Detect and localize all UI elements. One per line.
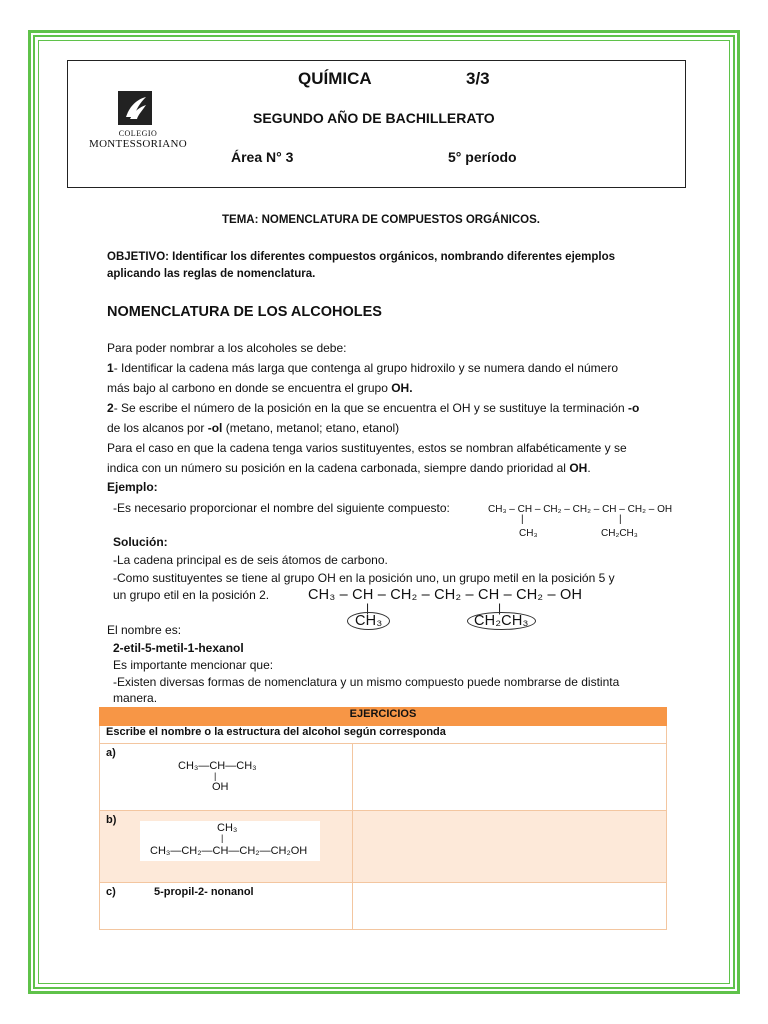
big-formula-bond1: | (366, 601, 370, 615)
page-indicator: 3/3 (466, 69, 490, 88)
exercise-b-cell (100, 811, 353, 883)
rule-2-number: 2 (107, 401, 114, 415)
exercise-c-label: c) (106, 886, 116, 898)
solution-label: Solución: (113, 535, 168, 549)
note-line3: manera. (113, 691, 158, 705)
exercise-b-label: b) (106, 814, 117, 826)
example-prompt: -Es necesario proporcionar el nombre del siguiente compuesto: (113, 501, 450, 515)
example-formula-sub2: CH₂CH₃ (601, 528, 638, 539)
grade-title: SEGUNDO AÑO DE BACHILLERATO (253, 110, 495, 126)
header-box (67, 60, 686, 188)
rule-1-text-b: más bajo al carbono en donde se encuentra el grupo (107, 381, 392, 395)
exercise-c-name: 5-propil-2- nonanol (154, 886, 254, 898)
big-formula-sub2-circled: CH₂CH₃ (467, 612, 536, 630)
exercise-row-a (100, 744, 667, 811)
paragraph-3-bold: OH (569, 461, 588, 475)
big-formula-bond2: | (498, 601, 502, 615)
solution-line3: un grupo etil en la posición 2. (113, 588, 270, 602)
paragraph-3-text: indica con un número su posición en la cadena carbonada, siempre dando prioridad al (107, 461, 570, 475)
rule-2-line2 (107, 418, 399, 438)
exercise-b-answer[interactable] (353, 811, 667, 883)
section-title: NOMENCLATURA DE LOS ALCOHOLES (107, 304, 382, 320)
rule-2-text-c: (metano, metanol; etano, etanol) (222, 421, 400, 435)
compound-name: 2-etil-5-metil-1-hexanol (113, 641, 244, 655)
rules-intro: Para poder nombrar a los alcoholes se debe: (107, 341, 347, 355)
area-label: Área N° 3 (231, 149, 294, 165)
big-formula-sub1-circled: CH₃ (347, 612, 390, 630)
exercise-row-b (100, 811, 667, 883)
example-formula-bond1: | (521, 514, 524, 525)
school-logo (88, 89, 188, 159)
rule-2-bold-o: -o (627, 401, 640, 415)
period-label: 5° período (448, 149, 517, 165)
exercises-title: EJERCICIOS (100, 708, 667, 726)
example-formula-bond2: | (619, 514, 622, 525)
rule-2-bold-ol: -ol (207, 421, 223, 435)
exercise-a-bond: | (214, 771, 217, 781)
exercise-row-c (100, 883, 667, 930)
rule-1-bold: OH. (391, 381, 413, 395)
exercises-table (99, 707, 667, 930)
big-formula: CH₃ – CH – CH₂ – CH₂ – CH – CH₂ – OH (308, 587, 583, 603)
exercise-b-bond: | (221, 833, 224, 843)
objetivo-line2: aplicando las reglas de nomenclatura. (107, 268, 316, 280)
exercise-a-sub: OH (212, 781, 229, 793)
exercise-c-answer[interactable] (353, 883, 667, 930)
rule-1-line2 (107, 378, 413, 398)
tema-line: TEMA: NOMENCLATURA DE COMPUESTOS ORGÁNICOS. (222, 214, 540, 226)
rule-2-text-b: de los alcanos por (107, 421, 208, 435)
exercise-a-answer[interactable] (353, 744, 667, 811)
exercise-b-formula: CH₃—CH₂—CH—CH₂—CH₂OH (150, 845, 308, 857)
paragraph-3-line2 (107, 458, 591, 478)
rule-1-text-a: - Identificar la cadena más larga que contenga al grupo hidroxilo y se numera dando el número (113, 361, 618, 375)
exercise-b-top: CH₃ (217, 822, 238, 834)
paragraph-3-line1: Para el caso en que la cadena tenga varios sustituyentes, estos se nombran alfabéticamente y se (107, 441, 627, 455)
logo-text-montessoriano: MONTESSORIANO (88, 138, 188, 150)
exercise-c-cell (100, 883, 353, 930)
example-formula: CH₃ – CH – CH₂ – CH₂ – CH – CH₂ – OH (488, 504, 673, 515)
note-line2: -Existen diversas formas de nomenclatura y un mismo compuesto puede nombrarse de distinta (113, 675, 620, 689)
paragraph-3-end: . (587, 461, 591, 475)
example-formula-sub1: CH₃ (519, 528, 538, 539)
note-line1: Es importante mencionar que: (113, 658, 274, 672)
solution-line1: -La cadena principal es de seis átomos de carbono. (113, 553, 388, 567)
logo-mark-icon (118, 91, 152, 125)
rule-2-text-a: - Se escribe el número de la posición en la que se encuentra el OH y se sustituye la terminación (113, 401, 628, 415)
name-label: El nombre es: (107, 623, 182, 637)
exercises-instruction: Escribe el nombre o la estructura del alcohol según corresponda (100, 726, 667, 744)
exercise-a-formula: CH₃—CH—CH₃ (178, 760, 257, 772)
subject-title: QUÍMICA (298, 69, 372, 88)
exercise-a-label: a) (106, 747, 116, 759)
logo-text-colegio: COLEGIO (118, 129, 158, 138)
objetivo-line1: OBJETIVO: Identificar los diferentes compuestos orgánicos, nombrando diferentes ejemplos (107, 251, 616, 263)
example-label: Ejemplo: (107, 480, 158, 494)
rule-1-number: 1 (107, 361, 114, 375)
rule-2-line1 (107, 398, 639, 418)
rule-1-line1 (107, 358, 618, 378)
exercise-a-cell (100, 744, 353, 811)
solution-line2: -Como sustituyentes se tiene al grupo OH en la posición uno, un grupo metil en la posición 5 y (113, 571, 615, 585)
